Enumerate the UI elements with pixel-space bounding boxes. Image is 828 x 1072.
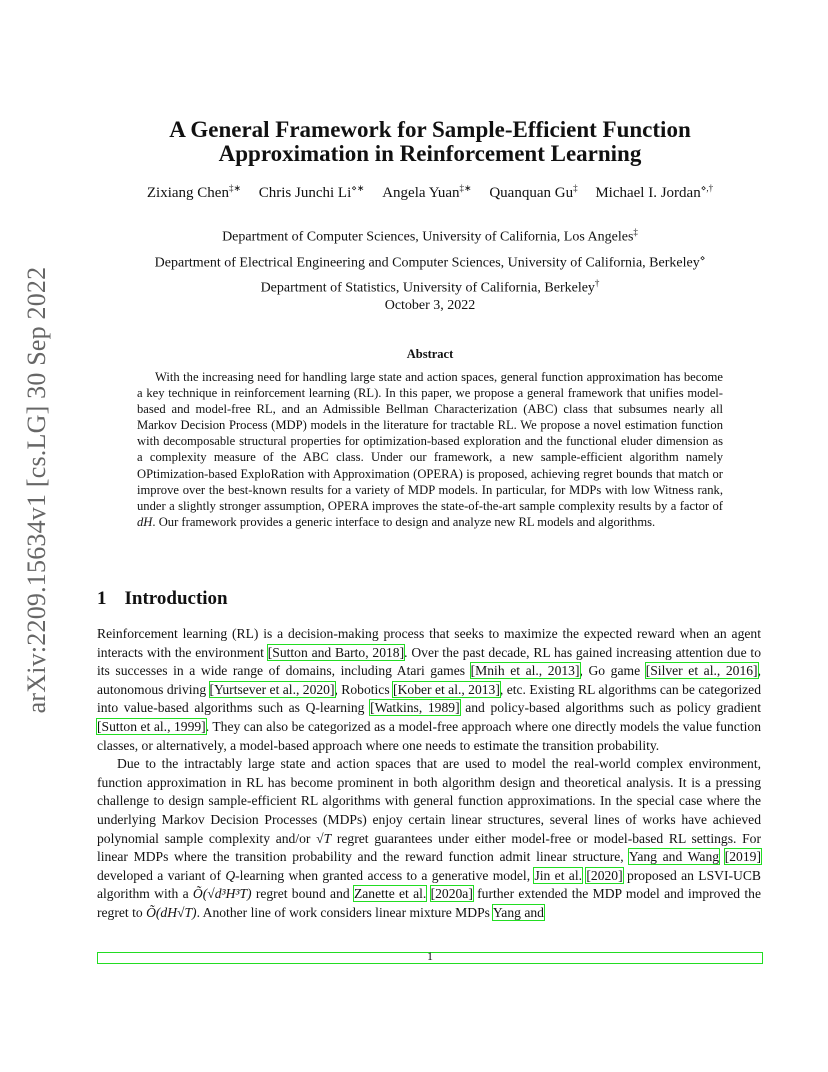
citation-link[interactable]: [Kober et al., 2013] [393,681,500,697]
citation-link[interactable]: [Silver et al., 2016] [645,663,758,679]
citation-link[interactable]: Jin et al. [534,867,583,883]
citation-link[interactable]: [Sutton and Barto, 2018] [267,644,405,660]
math-expression: √T [316,830,332,846]
section-heading: 1 Introduction [97,588,228,609]
author: Angela Yuan‡∗ [382,183,472,201]
author: Michael I. Jordan⋄,† [595,183,714,201]
citation-link[interactable]: Yang and Wang [628,849,720,865]
affiliations [90,222,770,299]
title-line-1: A General Framework for Sample-Efficient Function [169,117,691,142]
citation-link[interactable]: Yang and [492,904,544,920]
abstract-text: With the increasing need for handling large state and action spaces, general function approximation has become a key technique in reinforcement learning (RL). In this paper, we propose a general framework that unifies model-based and model-free RL, and an Admissible Bellman Characterization (ABC) class that subsumes nearly all Markov Decision Process (MDP) models in the literature for tractable RL. We propose a novel estimation function with decomposable structural properties for optimization-based exploration and the functional eluder dimension as a complexity measure of the ABC class. Under our framework, a new sample-efficient algorithm namely OPtimization-based ExploRation with Approximation (OPERA) is proposed, achieving regret bounds that match or improve over the best-known results for a variety of MDP models. In particular, for MDPs with low Witness rank, under a slightly stronger assumption, OPERA improves the state-of-the-art sample complexity results by a factor of dH. Our framework provides a generic interface to design and analyze new RL models and algorithms. [137,370,723,529]
publication-date: October 3, 2022 [384,298,476,313]
paragraph: Reinforcement learning (RL) is a decision-making process that seeks to maximize the expected reward when an agent interacts with the environment [Sutton and Barto, 2018]. Over the past decade, RL has gained increasing attention due to its successes in a wide range of domains, including Atari games [Mnih et al., 2013], Go game [Silver et al., 2016], autonomous driving [Yurtsever et al., 2020], Robotics [Kober et al., 2013], etc. Existing RL algorithms can be categorized into value-based algorithms such as Q-learning [Watkins, 1989] and policy-based algorithms such as policy gradient [Sutton et al., 1999]. They can also be categorized as a model-free approach where one directly models the value function classes, or alternatively, a model-based approach where one needs to estimate the transition probability. [97,626,762,753]
paragraph: Due to the intractably large state and action spaces that are used to model the real-world complex environment, function approximation in RL has become prominent in both algorithm design and theoretical analysis. It is a pressing challenge to design sample-efficient RL algorithms with general function approximations. In the special case where the underlying Markov Decision Processes (MDPs) enjoy certain linear structures, several lines of works have achieved polynomial sample complexity and/or √T regret guarantees under either model-free or model-based RL settings. For linear MDPs where the transition probability and the reward function admit linear structure, Yang and Wang [2019] developed a variant of Q-learning when granted access to a generative model, Jin et al. [2020] proposed an LSVI-UCB algorithm with a Õ(√d³H³T) regret bound and Zanette et al. [2020a] further extended the MDP model and improved the regret to Õ(dH√T). Another line of work considers linear mixture MDPs Yang and [97,756,761,920]
abstract-heading: Abstract [406,347,454,361]
citation-year-link[interactable]: [2020] [586,867,623,883]
author: Zixiang Chen‡∗ [146,183,242,201]
author-list [90,183,770,202]
affiliation: Department of Computer Sciences, University of California, Los Angeles‡ [222,227,638,245]
citation-link[interactable]: [Watkins, 1989] [370,700,460,716]
paper-title [90,118,770,166]
footnote-link-box[interactable] [97,949,763,964]
citation-year-link[interactable]: [2019] [724,849,761,865]
affiliation: Department of Electrical Engineering and Computer Sciences, University of California, Berkeley⋄ [154,252,706,271]
author: Quanquan Gu‡ [489,183,578,201]
math-expression: Õ(√d³H³T) [192,886,252,902]
introduction-body [97,625,761,923]
citation-link[interactable]: [Sutton et al., 1999] [97,718,206,734]
page-number: 1 [427,949,433,963]
citation-link[interactable]: [Yurtsever et al., 2020] [209,681,335,697]
citation-link[interactable]: [Mnih et al., 2013] [470,663,580,679]
math-expression: Õ(dH√T) [146,904,197,920]
citation-year-link[interactable]: [2020a] [430,886,473,902]
affiliation: Department of Statistics, University of California, Berkeley† [260,278,600,296]
arxiv-identifier: arXiv:2209.15634v1 [cs.LG] 30 Sep 2022 [22,266,51,714]
author: Chris Junchi Li⋄∗ [258,183,365,201]
citation-link[interactable]: Zanette et al. [353,886,427,902]
title-line-2: Approximation in Reinforcement Learning [218,141,642,166]
